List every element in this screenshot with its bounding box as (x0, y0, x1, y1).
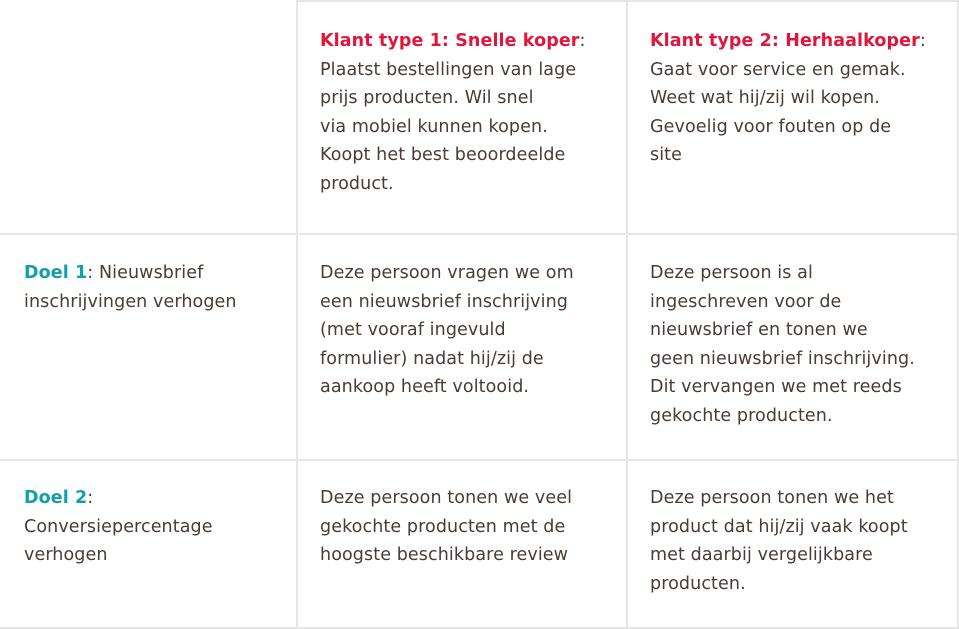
title-colon: : (919, 31, 926, 51)
cell-line: product dat hij/zij vaak koopt (650, 516, 908, 537)
goal-1-title: Doel 1 (24, 263, 88, 283)
cell-line: hoogste beschikbare review (320, 545, 569, 565)
goal-line: Conversiepercentage (24, 516, 213, 537)
header-cell-customer-type-1 (320, 27, 620, 198)
cell-line: gekochte producten. (650, 405, 833, 426)
cell-line: Deze persoon tonen we het (650, 488, 894, 508)
column-divider-1 (296, 0, 298, 629)
description-line: prijs producten. Wil snel (320, 88, 534, 108)
cell-line: aankoop heeft voltooid. (320, 377, 530, 397)
description-line: via mobiel kunnen kopen. (320, 116, 548, 137)
cell-line: geen nieuwsbrief inschrijving. (650, 348, 915, 369)
cell-line: ingeschreven voor de (650, 291, 842, 312)
cell-line: gekochte producten met de (320, 516, 566, 537)
row-divider-1 (0, 233, 959, 235)
header-title-line (650, 27, 955, 56)
header-title-line (320, 27, 620, 56)
goal-cell-1 (24, 259, 294, 316)
customer-type-2-title: Klant type 2: Herhaalkoper (650, 31, 920, 51)
cell-line: Deze persoon vragen we om (320, 263, 574, 283)
description-line: site (650, 145, 683, 165)
description-line: Koopt het best beoordeelde (320, 145, 566, 165)
description-line: product. (320, 173, 394, 194)
goal-2-type-1-cell (320, 484, 620, 570)
goal-line: inschrijvingen verhogen (24, 291, 237, 312)
cell-line: formulier) nadat hij/zij de (320, 348, 544, 369)
goal-2-title: Doel 2 (24, 488, 88, 508)
row-divider-top (296, 0, 959, 2)
customer-type-1-title: Klant type 1: Snelle koper (320, 31, 580, 51)
row-divider-2 (0, 459, 959, 461)
goal-1-type-2-cell (650, 259, 955, 430)
goal-1-type-1-cell (320, 259, 620, 402)
goal-line: verhogen (24, 545, 108, 565)
column-divider-2 (626, 0, 628, 629)
description-line: Weet wat hij/zij wil kopen. (650, 88, 880, 108)
goal-cell-2 (24, 484, 294, 570)
cell-line: Deze persoon tonen we veel (320, 488, 573, 508)
header-cell-customer-type-2 (650, 27, 955, 170)
goal-1-title-rest: : Nieuwsbrief (87, 263, 204, 283)
cell-line: Dit vervangen we met reeds (650, 377, 902, 397)
cell-line: (met vooraf ingevuld (320, 320, 506, 340)
description-line: Plaatst bestellingen van lage (320, 59, 577, 80)
cell-line: producten. (650, 573, 746, 594)
cell-line: een nieuwsbrief inschrijving (320, 291, 569, 312)
goal-2-type-2-cell (650, 484, 955, 598)
cell-line: Deze persoon is al (650, 263, 813, 283)
cell-line: met daarbij vergelijkbare (650, 545, 873, 565)
goal-title-line (24, 484, 294, 513)
goal-2-title-rest: : (87, 488, 94, 508)
description-line: Gaat voor service en gemak. (650, 59, 906, 80)
description-line: Gevoelig voor fouten op de (650, 116, 892, 137)
title-colon: : (579, 31, 586, 51)
cell-line: nieuwsbrief en tonen we (650, 320, 868, 340)
goal-title-line (24, 259, 294, 288)
